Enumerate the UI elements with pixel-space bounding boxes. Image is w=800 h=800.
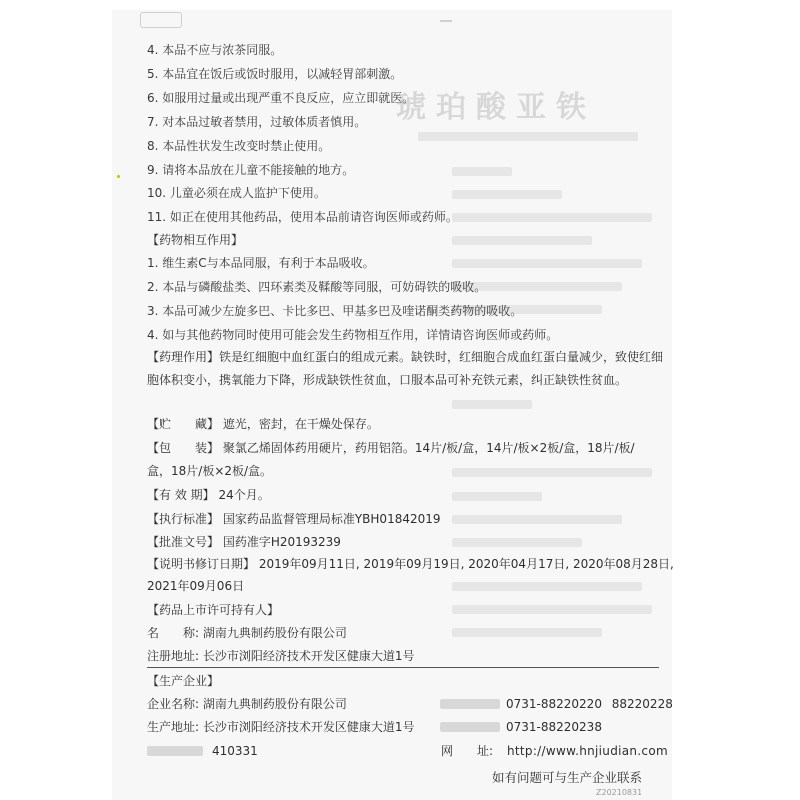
- holder-address-label: 注册地址:: [147, 649, 200, 663]
- manufacturer-postcode: 410331: [212, 744, 258, 758]
- ghost-line: [452, 213, 652, 222]
- validity-text: 24个月。: [218, 488, 270, 502]
- ghost-line: [452, 190, 562, 199]
- manufacturer-name-row: [147, 697, 347, 711]
- validity-row: [147, 488, 270, 502]
- precaution-item: 9. 请将本品放在儿童不能接触的地方。: [147, 163, 355, 177]
- manufacturer-name-label: 企业名称:: [147, 697, 200, 711]
- precaution-item: 10. 儿童必须在成人监护下使用。: [147, 186, 326, 200]
- manufacturer-web-label: 网 址:: [441, 744, 494, 758]
- ghost-mark: [440, 20, 452, 22]
- precaution-item: 11. 如正在使用其他药品，使用本品前请咨询医师或药师。: [147, 210, 458, 224]
- ghost-line: [452, 515, 622, 524]
- standard-row: [147, 512, 441, 526]
- holder-name: 湖南九典制药股份有限公司: [202, 626, 347, 640]
- print-mark: [117, 175, 120, 178]
- holder-name-label: 名 称:: [147, 626, 200, 640]
- blurred-label: [440, 722, 500, 732]
- packaging-text-cont: 盒，18片/板×2板/盒。: [147, 464, 273, 478]
- precaution-item: 8. 本品性状发生改变时禁止使用。: [147, 139, 331, 153]
- holder-header: 【药品上市许可持有人】: [147, 603, 280, 617]
- holder-address: 长沙市浏阳经济技术开发区健康大道1号: [202, 649, 415, 663]
- ghost-line: [452, 582, 642, 591]
- approval-row: [147, 535, 341, 549]
- manufacturer-address-label: 生产地址:: [147, 720, 200, 734]
- manufacturer-name: 湖南九典制药股份有限公司: [202, 697, 347, 711]
- background-title: 琥珀酸亚铁: [396, 90, 596, 125]
- standard-text: 国家药品监督管理局标准YBH01842019: [222, 512, 441, 526]
- manufacturer-address: 长沙市浏阳经济技术开发区健康大道1号: [202, 720, 415, 734]
- ghost-line: [452, 167, 512, 176]
- blurred-label: [440, 699, 500, 709]
- closing-note: 如有问题可与生产企业联系: [492, 770, 643, 785]
- standard-label: 【执行标准】: [147, 512, 220, 526]
- manufacturer-phone1: 0731-88220220 88220228: [506, 697, 673, 711]
- ghost-line: [452, 400, 532, 409]
- storage-label: 【贮 藏】: [147, 417, 220, 431]
- ghost-line: [452, 538, 582, 547]
- interaction-item: 1. 维生素C与本品同服，有利于本品吸收。: [147, 256, 375, 270]
- approval-label: 【批准文号】: [147, 535, 220, 549]
- pharmacology-section: [147, 346, 667, 392]
- section-divider: [147, 667, 659, 668]
- approval-text: 国药准字H20193239: [222, 535, 341, 549]
- packaging-label: 【包 装】: [147, 441, 220, 455]
- manufacturer-header: 【生产企业】: [147, 674, 220, 688]
- ghost-line: [452, 468, 652, 477]
- revision-text-cont: 2021年09月06日: [147, 579, 245, 593]
- print-code: Z20210831: [596, 788, 643, 797]
- revision-label: 【说明书修订日期】: [147, 557, 256, 571]
- interaction-item: 4. 如与其他药物同时使用可能会发生药物相互作用，详情请咨询医师或药师。: [147, 328, 559, 342]
- interactions-header: 【药物相互作用】: [147, 233, 244, 247]
- precaution-item: 5. 本品宜在饭后或饭时服用，以减轻胃部刺激。: [147, 67, 403, 81]
- ghost-line: [452, 259, 642, 268]
- revision-row: [147, 557, 674, 571]
- packaging-text: 聚氯乙烯固体药用硬片，药用铝箔。14片/板/盒，14片/板×2板/盒，18片/板/: [222, 441, 635, 455]
- ghost-line: [452, 236, 592, 245]
- ghost-logo: [140, 12, 182, 28]
- storage-text: 遮光，密封，在干燥处保存。: [222, 417, 379, 431]
- manufacturer-phone2: 0731-88220238: [506, 720, 602, 734]
- manufacturer-website: http://www.hnjiudian.com: [507, 744, 668, 758]
- pharmacology-text: 铁是红细胞中血红蛋白的组成元素。缺铁时，红细胞合成血红蛋白量减少，致使红细胞体积变小，携氧能力下降，形成缺铁性贫血，口服本品可补充铁元素，纠正缺铁性贫血。: [147, 350, 664, 387]
- ghost-line: [452, 605, 652, 614]
- interaction-item: 2. 本品与磷酸盐类、四环素类及鞣酸等同服，可妨碍铁的吸收。: [147, 280, 487, 294]
- storage-row: [147, 417, 379, 431]
- pharmacology-label: 【药理作用】: [147, 350, 220, 364]
- holder-name-row: [147, 626, 347, 640]
- precaution-item: 7. 对本品过敏者禁用，过敏体质者慎用。: [147, 115, 367, 129]
- ghost-subtitle-line: [418, 132, 638, 141]
- validity-label: 【有 效 期】: [147, 488, 215, 502]
- holder-address-row: [147, 649, 415, 663]
- manufacturer-address-row: [147, 720, 415, 734]
- precaution-item: 4. 本品不应与浓茶同服。: [147, 43, 283, 57]
- ghost-line: [452, 628, 602, 637]
- revision-text: 2019年09月11日, 2019年09月19日, 2020年04月17日, 2020年08月28日,: [258, 557, 674, 571]
- packaging-row: [147, 441, 635, 455]
- precaution-item: 6. 如服用过量或出现严重不良反应，应立即就医。: [147, 91, 415, 105]
- blurred-label: [147, 746, 203, 756]
- ghost-line: [452, 492, 542, 501]
- interaction-item: 3. 本品可减少左旋多巴、卡比多巴、甲基多巴及喹诺酮类药物的吸收。: [147, 304, 523, 318]
